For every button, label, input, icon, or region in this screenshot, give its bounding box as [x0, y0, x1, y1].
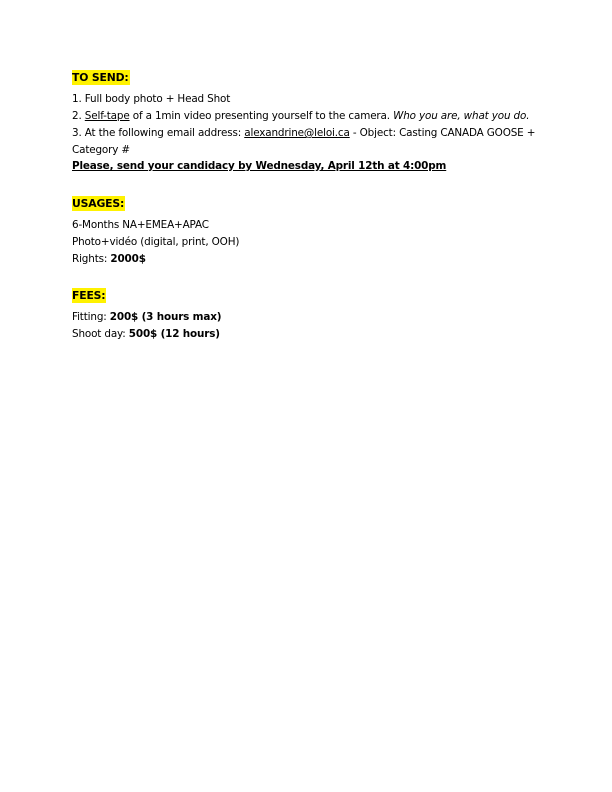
self-tape-link[interactable]: Self-tape [84, 110, 130, 122]
to-send-heading: TO SEND: [72, 71, 129, 84]
fees-section [72, 288, 542, 343]
email-link[interactable]: alexandrine@leloi.ca [244, 127, 350, 139]
send-item-self-tape-prefix: 2. [72, 110, 85, 122]
fitting-value: 200$ (3 hours max) [109, 311, 222, 323]
send-item-self-tape-text: of a 1min video presenting yourself to the camera. [129, 110, 394, 122]
usage-rights [72, 251, 542, 268]
usages-section [72, 196, 542, 268]
fees-heading: FEES: [72, 289, 106, 302]
send-item-email-prefix: 3. At the following email address: [72, 127, 245, 139]
fee-fitting [72, 309, 542, 326]
usage-media: Photo+vidéo (digital, print, OOH) [72, 236, 240, 248]
send-item-self-tape-italic: Who you are, what you do. [393, 110, 530, 122]
deadline-notice: Please, send your candidacy by Wednesday, April 12th at 4:00pm [72, 160, 447, 172]
usage-duration: 6-Months NA+EMEA+APAC [72, 219, 209, 231]
fee-shoot-day [72, 326, 542, 343]
fitting-label: Fitting: [72, 311, 110, 323]
send-item-self-tape [72, 108, 542, 125]
send-item-photo: 1. Full body photo + Head Shot [72, 93, 231, 105]
rights-label: Rights: [72, 253, 111, 265]
to-send-section [72, 70, 542, 174]
usages-heading: USAGES: [72, 197, 125, 210]
shoot-label: Shoot day: [72, 328, 129, 340]
shoot-value: 500$ (12 hours) [128, 328, 220, 340]
rights-value: 2000$ [110, 253, 146, 265]
send-item-email-suffix: - Object: Casting CANADA GOOSE + Category # [72, 127, 536, 156]
send-item-email [72, 125, 542, 158]
document-content [72, 70, 542, 343]
